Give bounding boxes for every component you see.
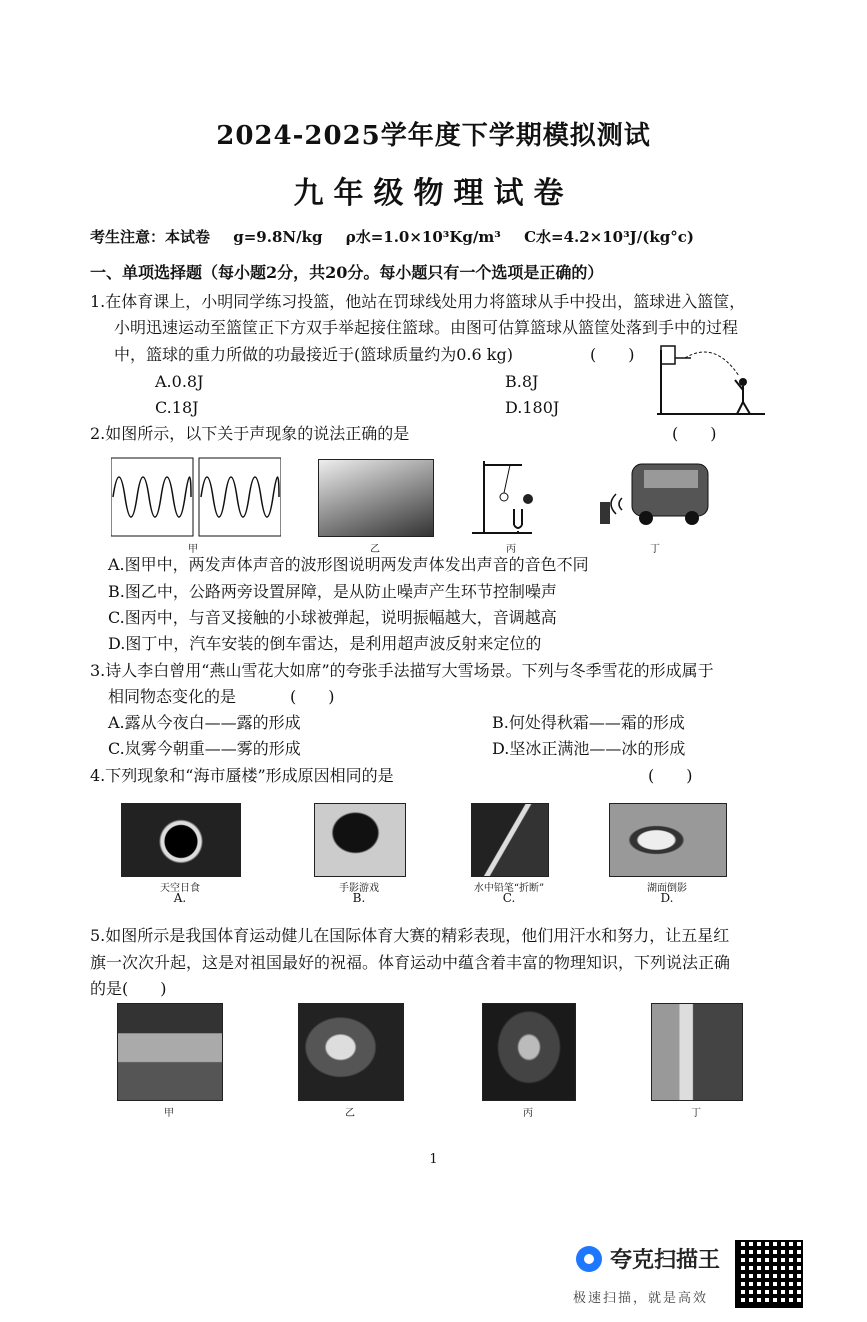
q3-bracket: ( ) <box>290 687 335 706</box>
tuning-fork-figure <box>462 455 544 537</box>
q4-stem: 4.下列现象和“海市蜃楼”形成原因相同的是 <box>90 766 394 785</box>
car-radar-figure <box>592 458 712 536</box>
q4-caption-c: 水中铅笔“折断” <box>473 883 545 894</box>
notice-rho: ρ水=1.0×10³Kg/m³ <box>345 228 501 246</box>
q2-caption-bing: 丙 <box>506 544 516 555</box>
q2-option-d: D.图丁中，汽车安装的倒车雷达，是利用超声波反射来定位的 <box>108 634 542 653</box>
qr-code-icon <box>735 1240 803 1308</box>
q1-line3: 中，篮球的重力所做的功最接近于(篮球质量约为0.6 kg) <box>114 345 513 364</box>
basketball-figure <box>655 340 767 418</box>
q1-option-a: A.0.8J <box>155 372 204 391</box>
badminton-photo <box>651 1003 743 1101</box>
scanner-brand: 夸克扫描王 <box>610 1248 721 1273</box>
q3-option-a: A.露从今夜白——露的形成 <box>108 713 301 732</box>
notice-label: 考生注意：本试卷 <box>90 228 211 246</box>
q5-caption-bing: 丙 <box>523 1108 533 1119</box>
q1-line1: 1.在体育课上，小明同学练习投篮，他站在罚球线处用力将篮球从手中投出，篮球进入篮筐， <box>90 292 746 311</box>
q2-caption-yi: 乙 <box>370 544 380 555</box>
exam-title: 2024-2025学年度下学期模拟测试 <box>216 121 651 151</box>
q4-letter-a: A. <box>173 891 187 905</box>
section-header: 一、单项选择题（每小题2分，共20分。每小题只有一个选项是正确的） <box>90 263 604 282</box>
q2-caption-jia: 甲 <box>188 544 198 555</box>
q3-option-c: C.岚雾今朝重——雾的形成 <box>108 739 301 758</box>
table-tennis-photo <box>482 1003 576 1101</box>
q4-bracket: ( ) <box>648 766 693 785</box>
page-number: 1 <box>429 1152 438 1167</box>
bent-pencil-photo <box>471 803 549 877</box>
q4-caption-b: 手影游戏 <box>339 883 379 894</box>
q4-letter-b: B. <box>352 891 366 905</box>
gymnastics-photo <box>298 1003 404 1101</box>
scanner-slogan: 极速扫描，就是高效 <box>573 1291 709 1306</box>
hand-shadow-photo <box>314 803 406 877</box>
scanner-logo-icon <box>576 1246 602 1272</box>
q2-option-c: C.图丙中，与音叉接触的小球被弹起，说明振幅越大，音调越高 <box>108 608 557 627</box>
exam-notice <box>90 226 712 247</box>
q1-line2: 小明迅速运动至篮筐正下方双手举起接住篮球。由图可估算篮球从篮筐处落到手中的过程 <box>114 318 739 337</box>
solar-eclipse-photo <box>121 803 241 877</box>
q5-line2: 旗一次次升起，这是对祖国最好的祝福。体育运动中蕴含着丰富的物理知识，下列说法正确 <box>90 953 731 972</box>
q5-caption-ding: 丁 <box>691 1108 701 1119</box>
q4-caption-d: 湖面倒影 <box>647 883 687 894</box>
q2-option-a: A.图甲中，两发声体声音的波形图说明两发声体发出声音的音色不同 <box>108 555 589 574</box>
q1-option-c: C.18J <box>155 398 199 417</box>
q1-option-b: B.8J <box>505 372 539 391</box>
waveform-figure <box>111 457 281 537</box>
q5-caption-yi: 乙 <box>345 1108 355 1119</box>
highway-barrier-photo <box>318 459 434 537</box>
exam-subtitle: 九年级物理试卷 <box>293 176 574 211</box>
notice-c: C水=4.2×10³J/(kg°c) <box>524 228 694 246</box>
q4-letter-c: C. <box>502 891 516 905</box>
q2-stem: 2.如图所示，以下关于声现象的说法正确的是 <box>90 424 410 443</box>
q3-line2: 相同物态变化的是 <box>108 687 237 706</box>
q2-option-b: B.图乙中，公路两旁设置屏障，是从防止噪声产生环节控制噪声 <box>108 582 557 601</box>
q3-line1: 3.诗人李白曾用“燕山雪花大如席”的夸张手法描写大雪场景。下列与冬季雪花的形成属于 <box>90 661 714 680</box>
q2-caption-ding: 丁 <box>650 544 660 555</box>
q3-option-b: B.何处得秋霜——霜的形成 <box>492 713 685 732</box>
lake-reflection-photo <box>609 803 727 877</box>
q3-option-d: D.坚冰正满池——冰的形成 <box>492 739 686 758</box>
q5-caption-jia: 甲 <box>164 1108 174 1119</box>
q5-line3: 的是( ) <box>90 979 167 998</box>
q4-caption-a: 天空日食 <box>160 883 200 894</box>
q1-option-d: D.180J <box>505 398 560 417</box>
q1-bracket: ( ) <box>590 345 635 364</box>
notice-g: g=9.8N/kg <box>233 228 323 246</box>
q5-line1: 5.如图所示是我国体育运动健儿在国际体育大赛的精彩表现，他们用汗水和努力，让五星红 <box>90 926 730 945</box>
q4-letter-d: D. <box>660 891 674 905</box>
q2-bracket: ( ) <box>672 424 717 443</box>
hurdles-photo <box>117 1003 223 1101</box>
